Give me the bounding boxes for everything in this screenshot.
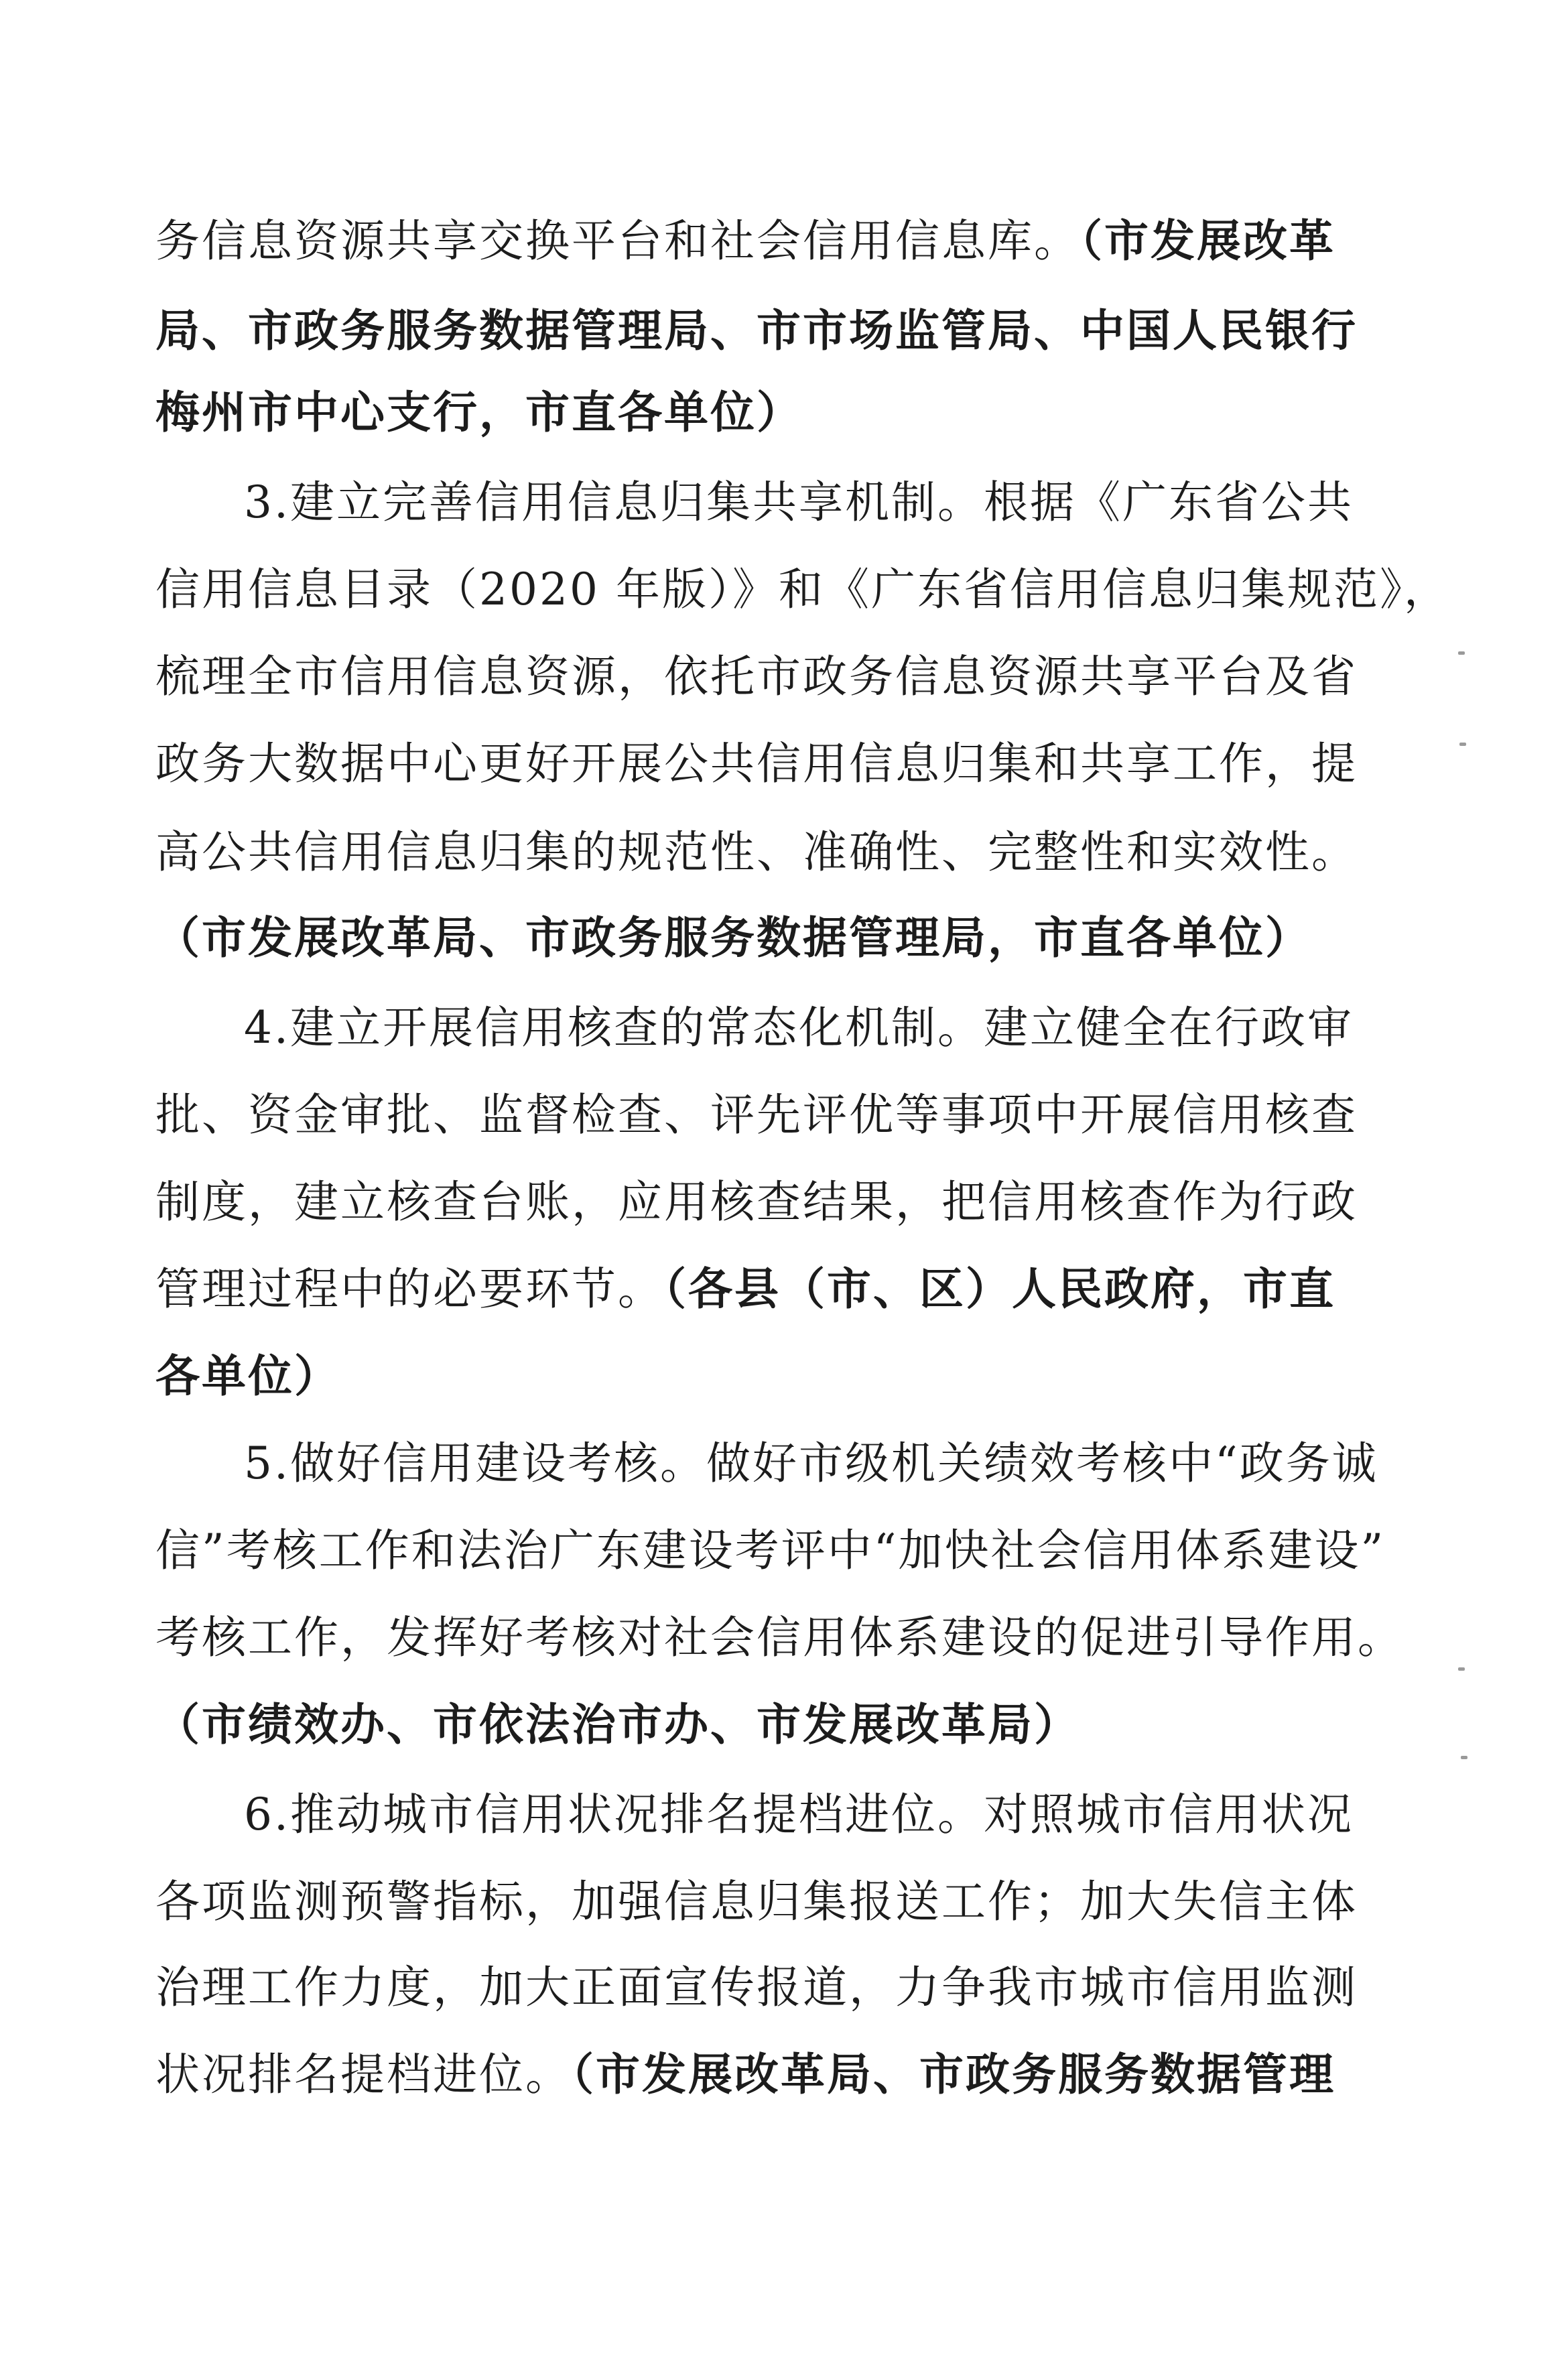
paragraph-4-line-3: 制度，建立核查台账，应用核查结果，把信用核查作为行政 [155,1176,1358,1228]
paragraph-3-line-2: 信用信息目录（2020 年版）》和《广东省信用信息归集规范》， [155,564,1450,615]
paragraph-6-line-4: 状况排名提档进位。（市发展改革局、市政务服务数据管理 [155,2049,1335,2100]
paragraph-6-line-3: 治理工作力度，加大正面宣传报道，力争我市城市信用监测 [155,1962,1358,2013]
text-line-3: 梅州市中心支行，市直各单位） [155,387,803,438]
paragraph-6-line-2: 各项监测预警指标，加强信息归集报送工作；加大失信主体 [155,1876,1358,1927]
paragraph-3-line-1: 3.建立完善信用信息归集共享机制。根据《广东省公共 [244,476,1354,528]
paragraph-3-line-4: 政务大数据中心更好开展公共信用信息归集和共享工作，提 [155,738,1358,789]
scan-mark [1458,651,1465,655]
paragraph-5-line-3: 考核工作，发挥好考核对社会信用体系建设的促进引导作用。 [155,1612,1404,1663]
paragraph-3-line-3: 梳理全市信用信息资源，依托市政务信息资源共享平台及省 [155,651,1358,702]
scan-mark [1461,1756,1467,1759]
paragraph-3-attribution: （市发展改革局、市政务服务数据管理局，市直各单位） [155,912,1311,964]
text-line-1: 务信息资源共享交换平台和社会信用信息库。（市发展改革 [155,215,1335,267]
paragraph-4-line-4: 管理过程中的必要环节。（各县（市、区）人民政府，市直 [155,1263,1335,1315]
text-line-2: 局、市政务服务数据管理局、市市场监管局、中国人民银行 [155,305,1358,357]
paragraph-4-attribution: 各单位） [155,1350,340,1402]
paragraph-5-attribution: （市绩效办、市依法治市办、市发展改革局） [155,1699,1080,1750]
paragraph-4-line-1: 4.建立开展信用核查的常态化机制。建立健全在行政审 [244,1002,1354,1053]
scan-mark [1458,1667,1465,1671]
paragraph-4-line-2: 批、资金审批、监督检查、评先评优等事项中开展信用核查 [155,1089,1358,1141]
paragraph-6-line-1: 6.推动城市信用状况排名提档进位。对照城市信用状况 [244,1789,1354,1840]
paragraph-5-line-1: 5.做好信用建设考核。做好市级机关绩效考核中“政务诚 [244,1438,1378,1489]
paragraph-3-line-5: 高公共信用信息归集的规范性、准确性、完整性和实效性。 [155,826,1358,878]
scan-mark [1459,743,1466,746]
paragraph-5-line-2: 信”考核工作和法治广东建设考评中“加快社会信用体系建设” [155,1525,1386,1576]
